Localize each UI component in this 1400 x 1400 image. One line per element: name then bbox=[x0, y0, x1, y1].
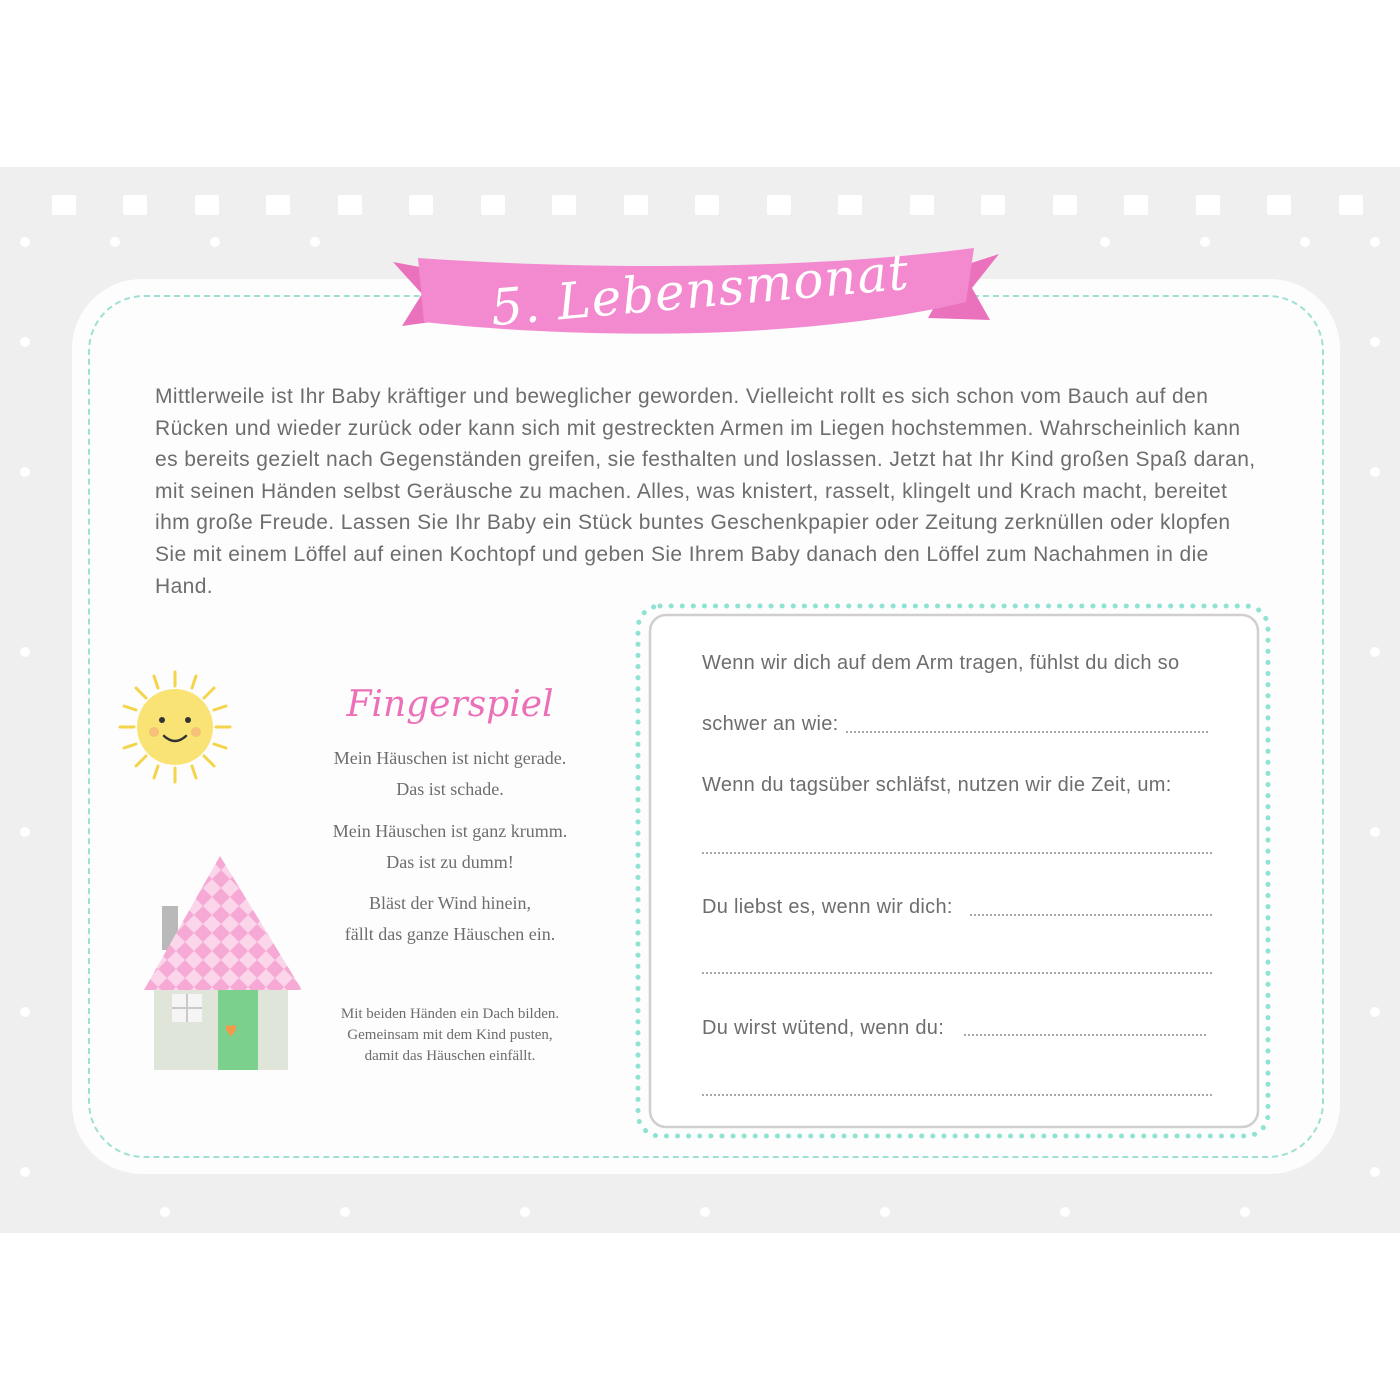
journal-box bbox=[630, 598, 1276, 1144]
answer-line-loves-2[interactable] bbox=[702, 972, 1212, 974]
answer-line-angry-2[interactable] bbox=[702, 1094, 1212, 1096]
answer-line-weight[interactable] bbox=[846, 731, 1208, 733]
rhyme-line: Das ist schade. bbox=[396, 779, 504, 799]
rhyme-line: Mein Häuschen ist nicht gerade. bbox=[333, 748, 567, 768]
fingerspiel-instructions bbox=[300, 1004, 600, 1067]
instruction-line: damit das Häuschen einfällt. bbox=[364, 1048, 536, 1064]
fingerspiel-title: Fingerspiel bbox=[346, 684, 554, 725]
question-loves: Du liebst es, wenn wir dich: bbox=[702, 896, 953, 918]
page-title: 5. Lebensmonat bbox=[488, 242, 912, 338]
intro-paragraph: Mittlerweile ist Ihr Baby kräftiger und beweglicher geworden. Vielleicht rollt es sich schon vom Bauch auf den Rücken und wieder zurück oder kann sich mit gestreckten Armen im Liegen hochstemmen. Wahrscheinlich kann es bereits gezielt nach Gegenständen greifen, sie festhalten und loslassen. Jetzt hat Ihr Kind großen Spaß daran, mit seinen Händen selbst Geräusche zu machen. Alles, was knistert, rasselt, klingelt und Krach macht, bereitet ihm große Freude. Lassen Sie Ihr Baby ein Stück buntes Geschenkpapier oder Zeitung zerknüllen oder klopfen Sie mit einem Löffel auf einen Kochtopf und geben Sie Ihrem Baby danach den Löffel zum Nachahmen in die Hand. bbox=[155, 385, 1256, 598]
rhyme-line: fällt das ganze Häuschen ein. bbox=[344, 924, 556, 944]
answer-line-loves[interactable] bbox=[970, 914, 1212, 916]
question-angry: Du wirst wütend, wenn du: bbox=[702, 1017, 945, 1039]
question-weight-line2: schwer an wie: bbox=[702, 713, 839, 735]
question-nap-time: Wenn du tagsüber schläfst, nutzen wir die Zeit, um: bbox=[702, 774, 1172, 796]
sun-illustration bbox=[112, 664, 238, 790]
question-weight-line1: Wenn wir dich auf dem Arm tragen, fühlst du dich so bbox=[702, 652, 1180, 674]
instruction-line: Gemeinsam mit dem Kind pusten, bbox=[347, 1027, 553, 1043]
rhyme-line: Mein Häuschen ist ganz krumm. bbox=[332, 821, 568, 841]
rhyme-line: Bläst der Wind hinein, bbox=[369, 893, 531, 913]
answer-line-angry[interactable] bbox=[964, 1034, 1206, 1036]
instruction-line: Mit beiden Händen ein Dach bilden. bbox=[340, 1006, 560, 1022]
house-illustration bbox=[140, 852, 310, 1074]
answer-line-nap-time[interactable] bbox=[702, 852, 1212, 854]
rhyme-line: Das ist zu dumm! bbox=[386, 852, 514, 872]
decorative-squares bbox=[0, 195, 1400, 219]
